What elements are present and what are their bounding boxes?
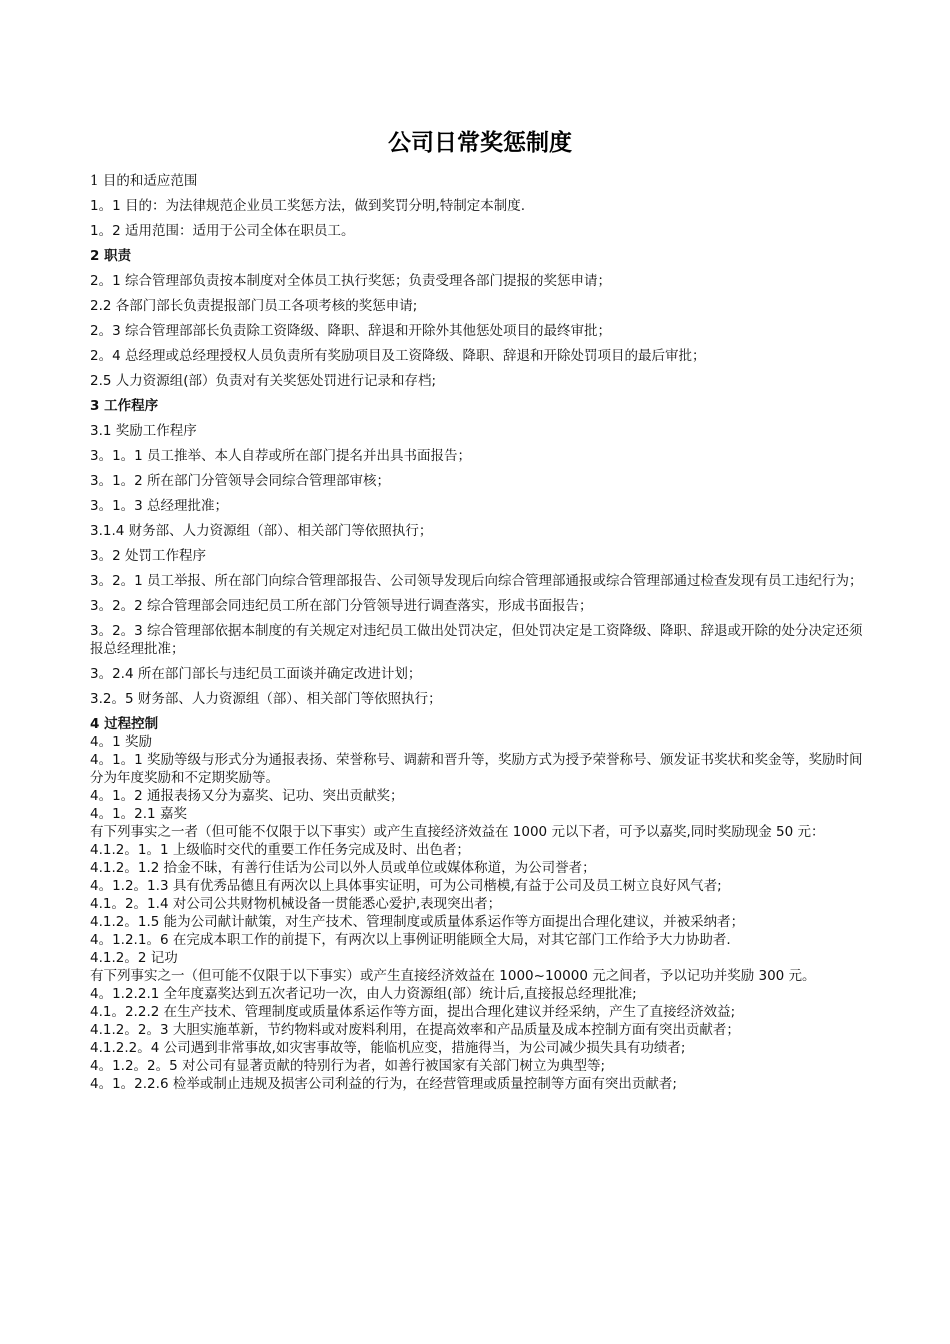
paragraph: 4。1。1 奖励等级与形式分为通报表扬、荣誉称号、调薪和晋升等，奖励方式为授予荣誉称号、颁发证书奖状和奖金等，奖励时间分为年度奖励和不定期奖励等。: [90, 752, 863, 786]
paragraph: 3。2。2 综合管理部会同违纪员工所在部门分管领导进行调查落实，形成书面报告；: [90, 598, 593, 614]
paragraph: 3。2。3 综合管理部依据本制度的有关规定对违纪员工做出处罚决定，但处罚决定是工资降级、降职、辞退或开除的处分决定还须报总经理批准；: [90, 623, 863, 657]
document-title: 公司日常奖惩制度: [388, 130, 572, 156]
heading-work-procedure: 3 工作程序: [90, 398, 159, 414]
paragraph: 4.1。2。1.4 对公司公共财物机械设备一贯能悉心爱护,表现突出者；: [90, 896, 502, 912]
paragraph: 3。1。3 总经理批准；: [90, 498, 229, 514]
paragraph: 4.1.2。2。3 大胆实施革新，节约物料或对废料利用，在提高效率和产品质量及成本控制方面有突出贡献者；: [90, 1022, 740, 1038]
paragraph: 3。2.4 所在部门部长与违纪员工面谈并确定改进计划；: [90, 666, 422, 682]
paragraph: 3。1。1 员工推举、本人自荐或所在部门提名并出具书面报告；: [90, 448, 472, 464]
paragraph: 4。1。2 通报表扬又分为嘉奖、记功、突出贡献奖；: [90, 788, 404, 804]
paragraph: 2。4 总经理或总经理授权人员负责所有奖励项目及工资降级、降职、辞退和开除处罚项目的最后审批；: [90, 348, 706, 364]
paragraph: 4。1。2.1 嘉奖: [90, 806, 187, 822]
paragraph: 3。2 处罚工作程序: [90, 548, 206, 564]
section-duties-and-procedures: [90, 172, 870, 708]
paragraph: 4.1。2.2.2 在生产技术、管理制度或质量体系运作等方面，提出合理化建议并经采纳，产生了直接经济效益;: [90, 1004, 736, 1020]
paragraph: 3.2。5 财务部、人力资源组（部）、相关部门等依照执行；: [90, 691, 442, 707]
paragraph: 有下列事实之一者（但可能不仅限于以下事实）或产生直接经济效益在 1000 元以下者，可予以嘉奖,同时奖励现金 50 元：: [90, 824, 825, 840]
paragraph: 4。1.2.2.1 全年度嘉奖达到五次者记功一次，由人力资源组(部）统计后,直接报总经理批准;: [90, 986, 637, 1002]
paragraph: 3。1。2 所在部门分管领导会同综合管理部审核；: [90, 473, 391, 489]
paragraph: 2。1 综合管理部负责按本制度对全体员工执行奖惩；负责受理各部门提报的奖惩申请；: [90, 273, 611, 289]
heading-process-control: 4 过程控制: [90, 716, 159, 732]
paragraph: 1。1 目的：为法律规范企业员工奖惩方法，做到奖罚分明,特制定本制度.: [90, 198, 526, 214]
section-process-control: [90, 715, 870, 1093]
paragraph: 2。3 综合管理部部长负责除工资降级、降职、辞退和开除外其他惩处项目的最终审批；: [90, 323, 611, 339]
paragraph: 1。2 适用范围：适用于公司全体在职员工。: [90, 223, 355, 239]
paragraph: 3。2。1 员工举报、所在部门向综合管理部报告、公司领导发现后向综合管理部通报或综合管理部通过检查发现有员工违纪行为；: [90, 573, 863, 589]
document-page: [90, 128, 870, 1093]
paragraph: 4。1.2.1。6 在完成本职工作的前提下，有两次以上事例证明能顾全大局，对其它部门工作给予大力协助者.: [90, 932, 731, 948]
heading-duties: 2 职责: [90, 248, 132, 264]
paragraph: 4.1.2。1。1 上级临时交代的重要工作任务完成及时、出色者；: [90, 842, 470, 858]
paragraph: 2.5 人力资源组(部）负责对有关奖惩处罚进行记录和存档;: [90, 373, 437, 389]
paragraph: 4.1.2。1.5 能为公司献计献策，对生产技术、管理制度或质量体系运作等方面提出合理化建议，并被采纳者；: [90, 914, 745, 930]
heading-purpose-scope: 1 目的和适应范围: [90, 173, 198, 189]
paragraph: 3.1 奖励工作程序: [90, 423, 197, 439]
paragraph: 3.1.4 财务部、人力资源组（部）、相关部门等依照执行；: [90, 523, 433, 539]
paragraph: 4。1.2。2。5 对公司有显著贡献的特别行为者，如善行被国家有关部门树立为典型等;: [90, 1058, 606, 1074]
paragraph: 4.1.2。1.2 拾金不昧，有善行佳话为公司以外人员或单位或媒体称道，为公司誉者；: [90, 860, 596, 876]
paragraph: 有下列事实之一（但可能不仅限于以下事实）或产生直接经济效益在 1000~10000 元之间者，予以记功并奖励 300 元。: [90, 968, 816, 984]
paragraph: 4.1.2.2。4 公司遇到非常事故,如灾害事故等，能临机应变，措施得当，为公司减少损失具有功绩者;: [90, 1040, 686, 1056]
paragraph: 4。1。2.2.6 检举或制止违规及损害公司利益的行为，在经营管理或质量控制等方面有突出贡献者;: [90, 1076, 677, 1092]
paragraph: 4。1.2。1.3 具有优秀品德且有两次以上具体事实证明，可为公司楷模,有益于公司及员工树立良好风气者;: [90, 878, 722, 894]
paragraph: 2.2 各部门部长负责提报部门员工各项考核的奖惩申请;: [90, 298, 418, 314]
paragraph: 4.1.2。2 记功: [90, 950, 178, 966]
paragraph: 4。1 奖励: [90, 734, 152, 750]
